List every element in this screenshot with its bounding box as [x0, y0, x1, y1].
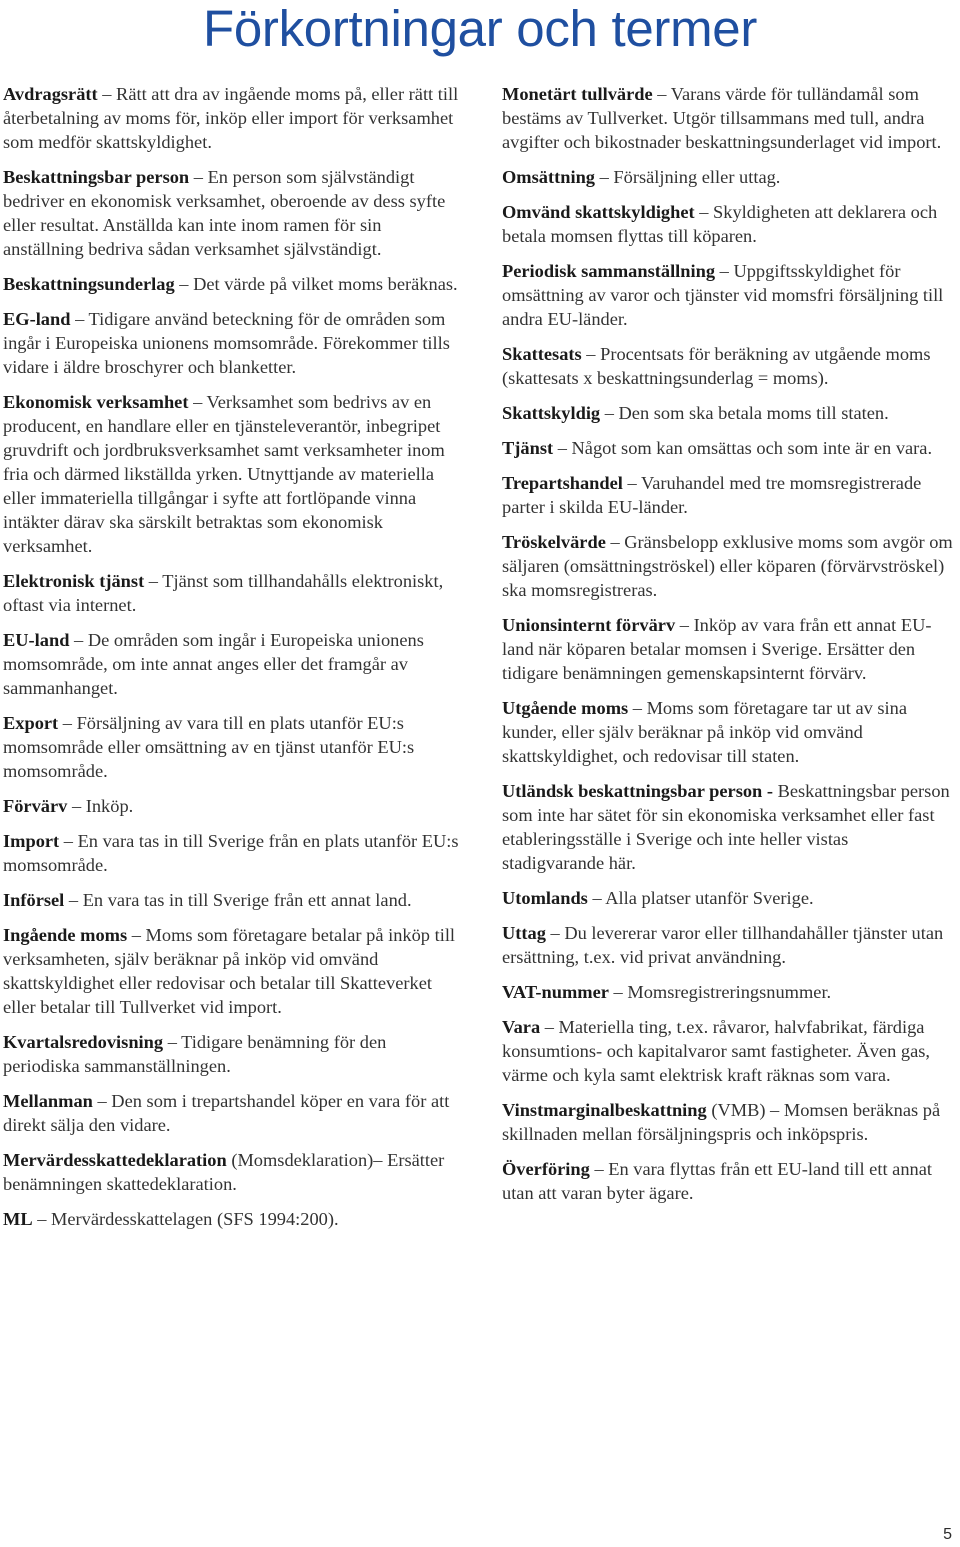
glossary-definition: – Den som i trepartshandel köper en vara för att direkt sälja den vidare. — [3, 1091, 450, 1135]
glossary-definition: – Varuhandel med tre momsregistrerade parter i skilda EU-länder. — [502, 473, 922, 517]
glossary-entry — [3, 1148, 461, 1196]
glossary-definition: – En person som självständigt bedriver en ekonomisk verksamhet, oberoende av dess syfte eller resultat. Anställda kan inte inom ramen för sin anställning bedriva sådan verksamhet självständigt. — [3, 167, 446, 259]
glossary-term: Överföring — [502, 1159, 590, 1179]
glossary-definition: – Rätt att dra av ingående moms på, eller rätt till återbetalning av moms för, inköp eller import för verksamhet som medför skattskyldighet. — [3, 84, 459, 152]
glossary-term: Skattesats — [502, 344, 582, 364]
glossary-definition: (Momsdeklaration)– Ersätter benämningen skattedeklaration. — [3, 1150, 445, 1194]
glossary-term: Beskattningsunderlag — [3, 274, 175, 294]
glossary-term: Mellanman — [3, 1091, 93, 1111]
glossary-term: Ekonomisk verksamhet — [3, 392, 189, 412]
glossary-definition: – Uppgiftsskyldighet för omsättning av varor och tjänster vid momsfri försäljning till andra EU-länder. — [502, 261, 944, 329]
glossary-entry — [502, 1098, 954, 1146]
glossary-entry — [3, 272, 461, 296]
glossary-term: Omvänd skattskyldighet — [502, 202, 695, 222]
glossary-definition: – En vara tas in till Sverige från en plats utanför EU:s momsområde. — [3, 831, 459, 875]
glossary-term: Skattskyldig — [502, 403, 601, 423]
glossary-term: Tröskelvärde — [502, 532, 606, 552]
glossary-entry — [502, 342, 954, 390]
glossary-definition: – Du levererar varor eller tillhandahåller tjänster utan ersättning, t.ex. vid privat användning. — [502, 923, 944, 967]
glossary-term: Unionsinternt förvärv — [502, 615, 676, 635]
glossary-term: Avdragsrätt — [3, 84, 98, 104]
glossary-term: Ingående moms — [3, 925, 128, 945]
glossary-entry — [3, 711, 461, 783]
glossary-entry — [3, 888, 461, 912]
glossary-definition: – Tjänst som tillhandahålls elektroniskt, oftast via internet. — [3, 571, 444, 615]
glossary-term: EU-land — [3, 630, 70, 650]
page-number: 5 — [943, 1526, 952, 1543]
glossary-entry — [3, 923, 461, 1019]
glossary-definition: – En vara tas in till Sverige från ett annat land. — [64, 890, 412, 910]
glossary-definition: – Försäljning av vara till en plats utanför EU:s momsområde eller omsättning av en tjänst utanför EU:s momsområde. — [3, 713, 415, 781]
glossary-entry — [502, 886, 954, 910]
glossary-entry — [502, 401, 954, 425]
glossary-entry — [3, 1089, 461, 1137]
glossary-entry — [3, 82, 461, 154]
glossary-term: Import — [3, 831, 60, 851]
glossary-definition: – Procentsats för beräkning av utgående moms (skattesats x beskattningsunderlag = moms). — [502, 344, 931, 388]
page-title: Förkortningar och termer — [203, 0, 757, 57]
glossary-definition: – Inköp. — [67, 796, 134, 816]
glossary-term: Utomlands — [502, 888, 588, 908]
glossary-term: Export — [3, 713, 59, 733]
glossary-entry — [502, 696, 954, 768]
glossary-term: Monetärt tullvärde — [502, 84, 653, 104]
glossary-entry — [3, 1207, 461, 1231]
glossary-definition: – Det värde på vilket moms beräknas. — [174, 274, 458, 294]
glossary-entry — [3, 794, 461, 818]
glossary-term: Uttag — [502, 923, 546, 943]
glossary-entry — [3, 390, 461, 558]
glossary-entry — [502, 471, 954, 519]
left-column — [3, 82, 461, 1242]
glossary-entry — [502, 921, 954, 969]
glossary-definition: – Försäljning eller uttag. — [595, 167, 781, 187]
glossary-entry — [3, 1030, 461, 1078]
glossary-entry — [502, 980, 954, 1004]
glossary-term: Trepartshandel — [502, 473, 623, 493]
glossary-term: Elektronisk tjänst — [3, 571, 145, 591]
glossary-definition: – De områden som ingår i Europeiska unionens momsområde, om inte annat anges eller det framgår av sammanhanget. — [3, 630, 424, 698]
glossary-entry — [3, 569, 461, 617]
glossary-entry — [502, 259, 954, 331]
glossary-entry — [3, 628, 461, 700]
glossary-entry — [502, 165, 954, 189]
glossary-entry — [3, 165, 461, 261]
glossary-definition: – Något som kan omsättas och som inte är en vara. — [553, 438, 933, 458]
glossary-entry — [3, 829, 461, 877]
glossary-definition: – Gränsbelopp exklusive moms som avgör om säljaren (omsättningströskel) eller köparen (förvärvströskel) ska momsregistreras. — [502, 532, 953, 600]
glossary-definition: – Varans värde för tulländamål som bestäms av Tullverket. Utgör tillsammans med tull, andra avgifter och bikostnader beskattningsunderlaget vid import. — [502, 84, 942, 152]
glossary-term: VAT-nummer — [502, 982, 609, 1002]
glossary-entry — [3, 307, 461, 379]
right-column — [502, 82, 954, 1216]
glossary-definition: – En vara flyttas från ett EU-land till ett annat utan att varan byter ägare. — [502, 1159, 932, 1203]
glossary-term: ML — [3, 1209, 33, 1229]
glossary-term: Införsel — [3, 890, 65, 910]
glossary-entry — [502, 82, 954, 154]
glossary-term: Förvärv — [3, 796, 68, 816]
glossary-definition: – Moms som företagare betalar på inköp till verksamheten, själv beräknar på inköp vid omvänd skattskyldighet eller redovisar och betalar till Skatteverket eller betalar till Tullverket vid import. — [3, 925, 456, 1017]
glossary-term: Vinstmarginalbeskattning — [502, 1100, 707, 1120]
glossary-entry — [502, 1157, 954, 1205]
glossary-definition: (VMB) – Momsen beräknas på skillnaden mellan försäljningspris och inköpspris. — [502, 1100, 941, 1144]
glossary-definition: – Moms som företagare tar ut av sina kunder, eller själv beräknar på inköp vid omvänd skattskyldighet, och redovisar till staten. — [502, 698, 908, 766]
glossary-definition: – Alla platser utanför Sverige. — [587, 888, 814, 908]
glossary-definition: – Tidigare benämning för den periodiska sammanställningen. — [3, 1032, 387, 1076]
glossary-term: EG-land — [3, 309, 71, 329]
glossary-entry — [502, 436, 954, 460]
glossary-term: Tjänst — [502, 438, 554, 458]
glossary-entry — [502, 200, 954, 248]
glossary-term: Kvartalsredovisning — [3, 1032, 164, 1052]
glossary-term: Beskattningsbar person — [3, 167, 190, 187]
glossary-term: Utgående moms — [502, 698, 629, 718]
glossary-definition: – Inköp av vara från ett annat EU-land när köparen betalar momsen i Sverige. Ersätter den tidigare benämningen gemenskapsinternt förvärv. — [502, 615, 932, 683]
glossary-entry — [502, 613, 954, 685]
glossary-definition: – Skyldigheten att deklarera och betala momsen flyttas till köparen. — [502, 202, 938, 246]
glossary-entry — [502, 530, 954, 602]
glossary-entry — [502, 1015, 954, 1087]
glossary-entry — [502, 779, 954, 875]
glossary-definition: – Tidigare använd beteckning för de områden som ingår i Europeiska unionens momsområde. Förekommer tills vidare i äldre broschyrer och blanketter. — [3, 309, 450, 377]
glossary-term: Periodisk sammanställning — [502, 261, 716, 281]
glossary-term: Utländsk beskattningsbar person - — [502, 781, 773, 801]
glossary-term: Vara — [502, 1017, 541, 1037]
glossary-term: Omsättning — [502, 167, 595, 187]
glossary-definition: – Verksamhet som bedrivs av en producent, en handlare eller en tjänsteleverantör, inbegripet gruvdrift och jordbruksverksamhet samt verksamheter inom fria och därmed likställda yrken. Utnyttjande av materiella eller immateriella tillgångar i syfte att fortlöpande vinna intäkter därav ska särskilt betraktas som ekonomisk verksamhet. — [3, 392, 445, 556]
glossary-definition: – Den som ska betala moms till staten. — [600, 403, 889, 423]
glossary-definition: – Momsregistreringsnummer. — [608, 982, 832, 1002]
glossary-definition: – Materiella ting, t.ex. råvaror, halvfabrikat, färdiga konsumtions- och kapitalvaror samt fastigheter. Även gas, värme och kyla samt elektrisk kraft räknas som vara. — [502, 1017, 930, 1085]
glossary-definition: – Mervärdesskattelagen (SFS 1994:200). — [32, 1209, 339, 1229]
glossary-term: Mervärdesskattedeklaration — [3, 1150, 227, 1170]
glossary-definition: Beskattningsbar person som inte har sätet för sin ekonomiska verksamhet eller fast etableringsställe i Sverige och inte heller vistas stadigvarande här. — [502, 781, 950, 873]
